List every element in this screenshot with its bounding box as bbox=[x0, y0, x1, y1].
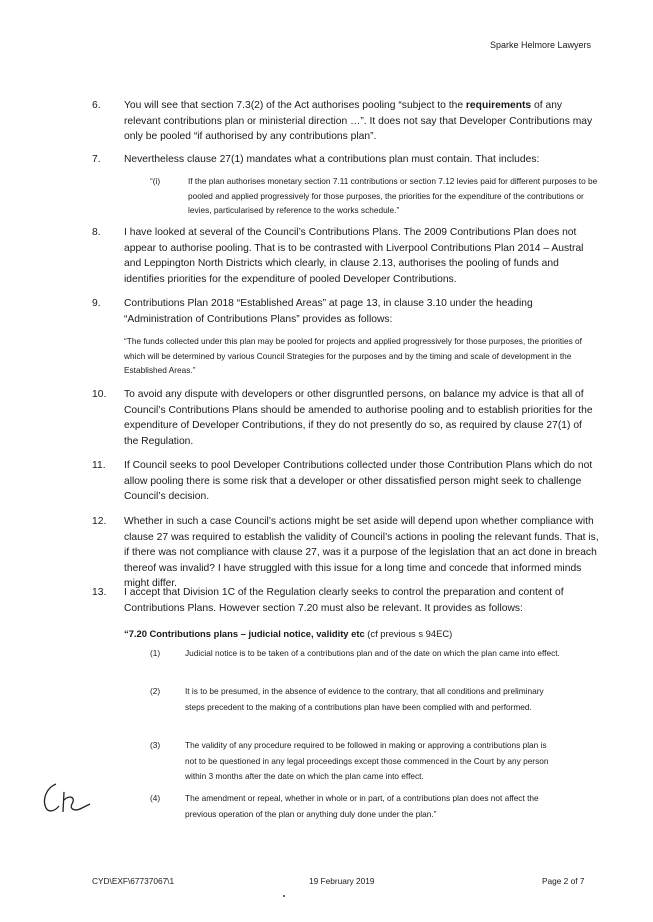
paragraph-text: Contributions Plan 2018 “Established Areas” at page 13, in clause 3.10 under the heading “Administration of Contributions Plans” provides as follows: bbox=[124, 298, 533, 325]
paragraph-number: 13. bbox=[92, 587, 107, 598]
firm-name: Sparke Helmore Lawyers bbox=[489, 40, 591, 50]
paragraph-number: 11. bbox=[92, 460, 106, 471]
subsection-number: (2) bbox=[150, 686, 161, 696]
subsection-text: The amendment or repeal, whether in whole or in part, of a contributions plan does not affect the previous operation of the plan or anything duly done under the plan.” bbox=[185, 793, 539, 819]
paragraph-text: Whether in such a case Council’s actions might be set aside will depend upon whether compliance with clause 27 was required to establish the validity of Council’s actions in pooling the relevant funds. That is, if there was not compliance with clause 27, was it a purpose of the legislation that an act done in breach thereof was invalid? I have struggled with this issue for a long time and concede that informed minds might differ. bbox=[124, 516, 599, 589]
quote-text: If the plan authorises monetary section 7.11 contributions or section 7.12 levies paid for different purposes to be pooled and applied progressively for those purposes, the priorities for the expenditure of the contributions or levies, particularised by reference to the works schedule.” bbox=[188, 176, 598, 215]
paragraph-text: You will see that section 7.3(2) of the Act authorises pooling “subject to the requirements of any relevant contributions plan or ministerial direction …”. It does not say that Developer Contributions may only be pooled “if authorised by any contributions plan”. bbox=[124, 100, 593, 142]
subsection-text: Judicial notice is to be taken of a contributions plan and of the date on which the plan came into effect. bbox=[185, 648, 560, 658]
paragraph-text: If Council seeks to pool Developer Contributions collected under those Contribution Plans which do not allow pooling there is some risk that a developer or other dissatisfied person might seek to challenge Council’s decision. bbox=[124, 460, 593, 502]
subsection-text: It is to be presumed, in the absence of evidence to the contrary, that all conditions and preliminary steps precedent to the making of a contributions plan have been complied with and performed. bbox=[185, 686, 544, 712]
paragraph-text: I accept that Division 1C of the Regulation clearly seeks to control the preparation and content of Contributions Plans. However section 7.20 must also be relevant. It provides as follows: bbox=[124, 587, 564, 614]
section-7-20-heading: “7.20 Contributions plans – judicial notice, validity etc (cf previous s 94EC) bbox=[124, 628, 453, 639]
paragraph-text: To avoid any dispute with developers or other disgruntled persons, on balance my advice is that all of Council’s Contributions Plans should be amended to authorise pooling and to establish priorities for the expenditure of Developer Contributions, if they do not presently do so, as required by clause 27(1) of the Regulation. bbox=[124, 389, 593, 447]
document-reference: CYD\EXF\67737067\1 bbox=[92, 876, 175, 886]
quote-text: “The funds collected under this plan may be pooled for projects and applied progressively for those purposes, the priorities of which will be determined by various Council Strategies for the purposes and by the timing and scale of development in the Established Areas.” bbox=[124, 336, 582, 375]
paragraph-text: I have looked at several of the Council’s Contributions Plans. The 2009 Contributions Plan does not appear to authorise pooling. That is to be contrasted with Liverpool Contributions Plan 2014 – Austral and Leppington North Districts which clearly, in clause 2.13, authorises the pooling of funds and identifies priorities for the expenditure of pooled Developer Contributions. bbox=[124, 227, 584, 285]
handwritten-initials bbox=[38, 778, 108, 818]
page-number: Page 2 of 7 bbox=[542, 876, 585, 886]
quote-item-number: “(i) bbox=[150, 176, 161, 186]
paragraph-number: 8. bbox=[92, 227, 101, 238]
scan-mark bbox=[283, 895, 285, 897]
emphasis-requirements: requirements bbox=[465, 100, 532, 111]
paragraph-number: 9. bbox=[92, 298, 101, 309]
document-date: 19 February 2019 bbox=[309, 876, 375, 886]
subsection-number: (1) bbox=[150, 648, 161, 658]
paragraph-number: 12. bbox=[92, 516, 107, 527]
paragraph-number: 6. bbox=[92, 100, 101, 111]
paragraph-number: 10. bbox=[92, 389, 107, 400]
paragraph-text: Nevertheless clause 27(1) mandates what a contributions plan must contain. That includes: bbox=[124, 154, 540, 165]
subsection-text: The validity of any procedure required to be followed in making or approving a contributions plan is not to be questioned in any legal proceedings except those commenced in the Court by any person within 3 months after the date on which the plan came into effect. bbox=[185, 740, 549, 781]
subsection-number: (4) bbox=[150, 793, 161, 803]
cf-reference: (cf previous s 94EC) bbox=[364, 628, 453, 639]
paragraph-number: 7. bbox=[92, 154, 101, 165]
subsection-number: (3) bbox=[150, 740, 161, 750]
